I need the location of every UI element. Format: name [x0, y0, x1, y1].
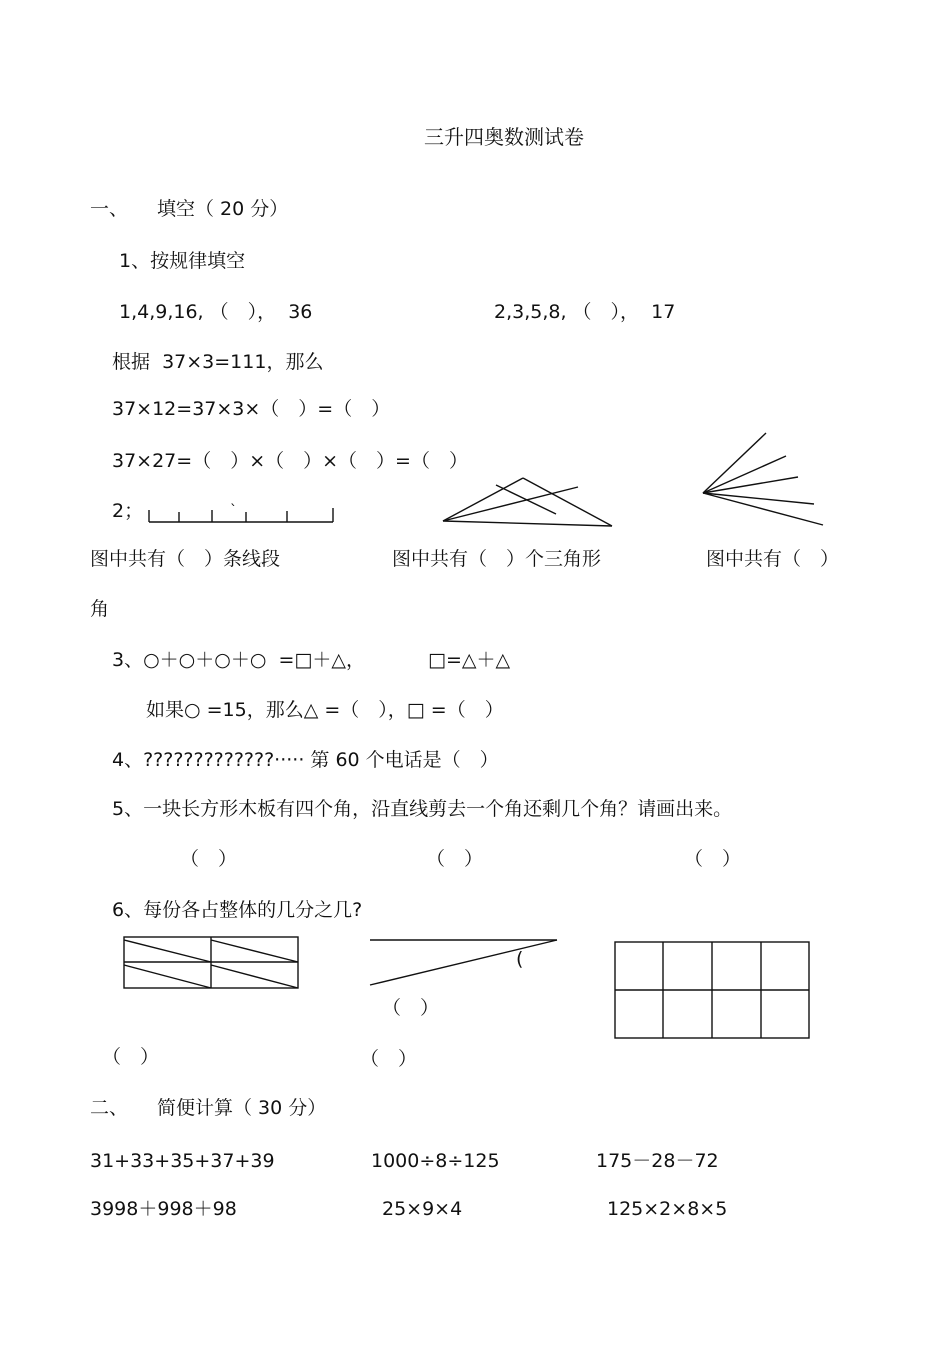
section2-heading: 简便计算（ 30 分） [157, 1097, 327, 1119]
q6-blank-3: （ ） [360, 1048, 418, 1070]
q6-paren-open: ( [516, 948, 524, 970]
q5-text: 5、一块长方形木板有四个角，沿直线剪去一个角还剩几个角？请画出来。 [112, 798, 733, 820]
page-title: 三升四奥数测试卷 [424, 125, 584, 149]
calc-2: 1000÷8÷125 [371, 1150, 500, 1172]
calc-4: 3998＋998＋98 [90, 1198, 237, 1220]
q2-label: 2； [112, 500, 144, 522]
calc-1: 31+33+35+37+39 [90, 1150, 275, 1172]
q2-tick-mark: ` [230, 503, 237, 519]
q1-label: 1、按规律填空 [119, 250, 246, 272]
q3-line1-a: 3、○＋○＋○＋○ =□＋△， [112, 649, 365, 671]
q1-equation-1: 37×12=37×3×（ ）=（ ） [112, 398, 391, 420]
q1-sequence-b: 2,3,5,8, （ ）， 17 [494, 301, 676, 323]
calc-5: 25×9×4 [382, 1198, 463, 1220]
segment-figure [149, 508, 333, 522]
q2-ask-segments: 图中共有（ ）条线段 [90, 548, 281, 570]
section2-number: 二、 [90, 1097, 129, 1119]
q1-sequence-a: 1,4,9,16, （ ）， 36 [119, 301, 313, 323]
calc-6: 125×2×8×5 [607, 1198, 728, 1220]
q1-equation-2: 37×27=（ ）×（ ）×（ ）=（ ） [112, 450, 468, 472]
grid-figure [615, 942, 809, 1038]
section1-heading: 填空（ 20 分） [157, 198, 289, 220]
q6-label: 6、每份各占整体的几分之几? [112, 899, 363, 921]
q2-ask-triangles: 图中共有（ ）个三角形 [392, 548, 602, 570]
divided-rectangle-figure [124, 937, 298, 988]
q5-blank-1: （ ） [180, 848, 238, 870]
q3-line1-b: □=△＋△ [428, 649, 511, 671]
thin-triangle-figure [370, 940, 557, 985]
q6-blank-2: （ ） [382, 997, 440, 1019]
q5-blank-2: （ ） [426, 848, 484, 870]
section1-number: 一、 [90, 198, 129, 220]
angle-figure [703, 433, 823, 525]
triangle-figure [443, 478, 612, 526]
q2-ask-angles: 图中共有（ ） [706, 548, 840, 570]
q2-ask-angles-tail: 角 [90, 598, 110, 620]
calc-3: 175－28－72 [596, 1150, 719, 1172]
q3-line2: 如果○ =15，那么△ =（ ），□ =（ ） [146, 699, 504, 721]
q6-blank-1: （ ） [102, 1046, 160, 1068]
q4-text: 4、?????????????····· 第 60 个电话是（ ） [112, 749, 499, 771]
q5-blank-3: （ ） [684, 848, 742, 870]
q1-given: 根据 37×3=111，那么 [112, 351, 324, 373]
